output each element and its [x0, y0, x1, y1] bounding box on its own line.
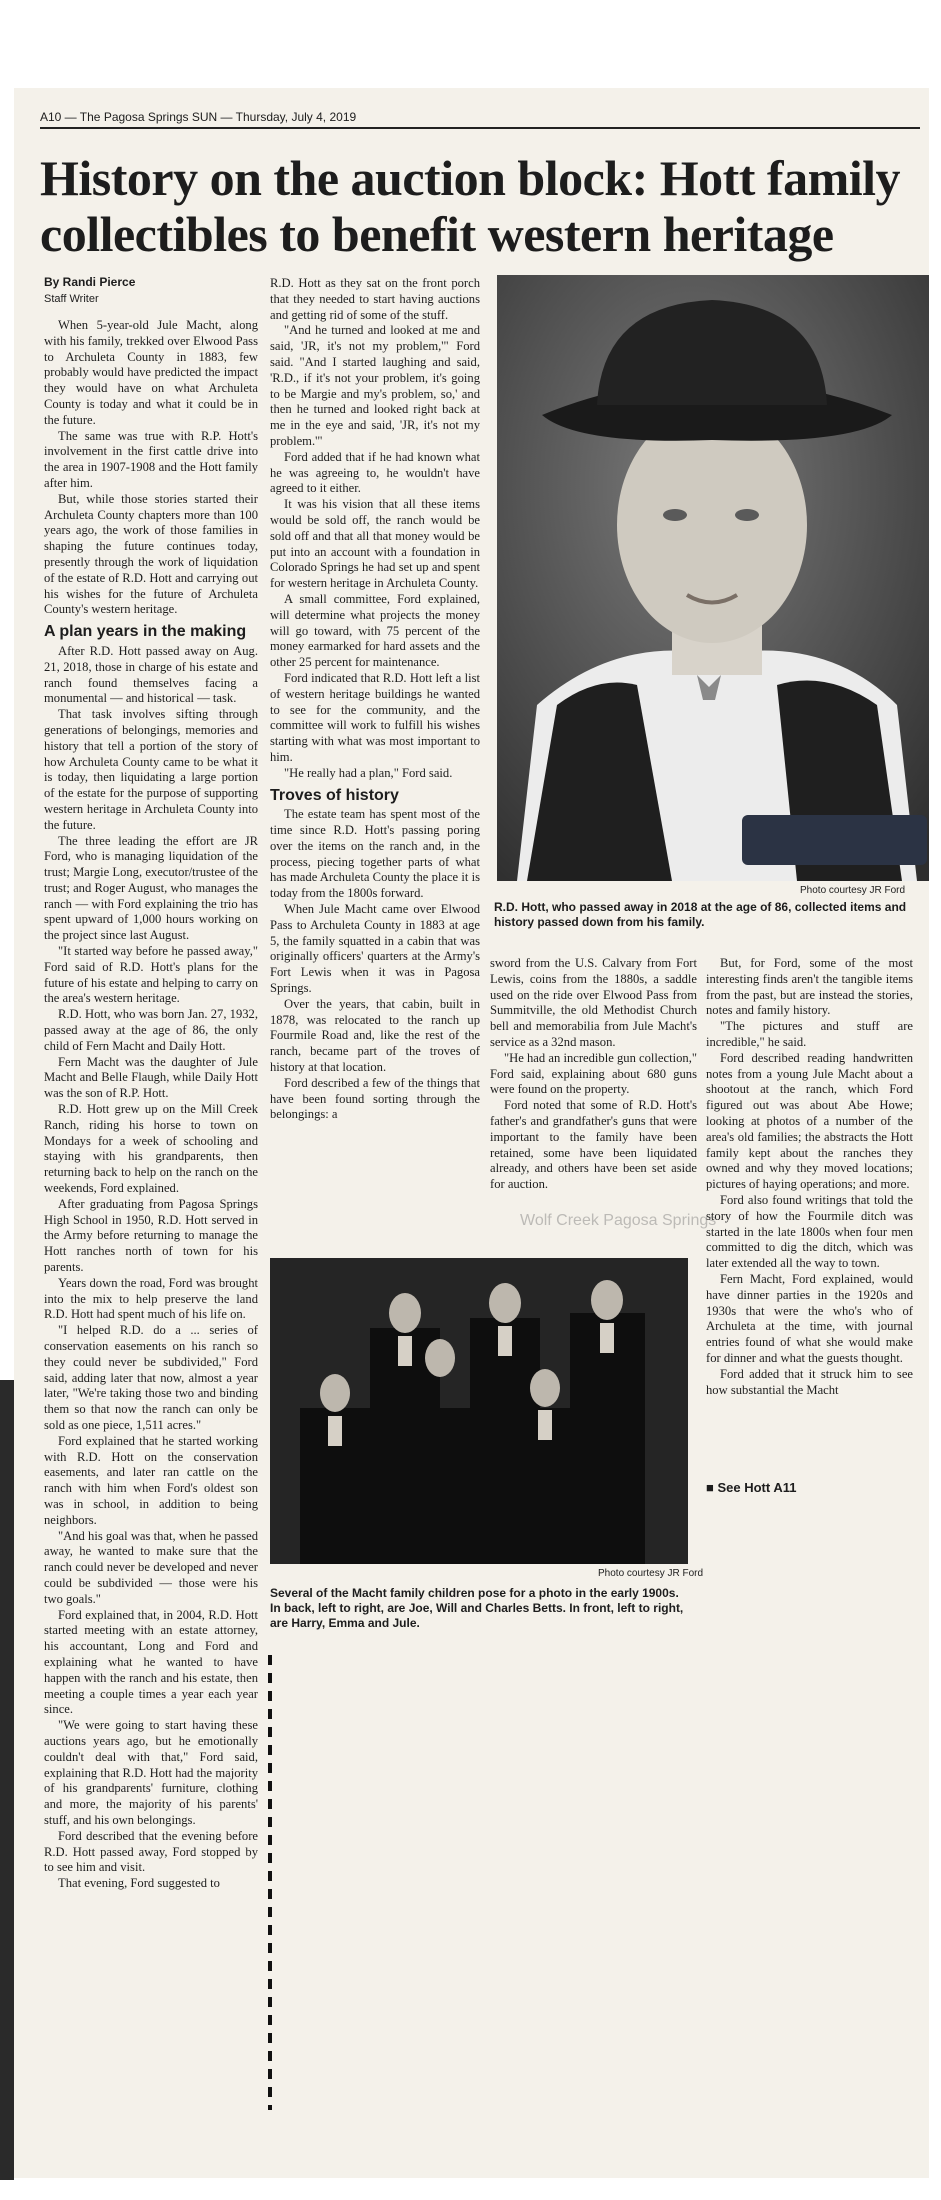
paragraph: Ford described a few of the things that have been found sorting through the belongings: a: [270, 1075, 480, 1122]
paragraph: R.D. Hott as they sat on the front porch that they needed to start having auctions and getting rid of some of the stuff.: [270, 276, 480, 322]
paragraph: That evening, Ford suggested to: [58, 1876, 220, 1891]
folio-rule: [40, 127, 920, 129]
paragraph: But, while those stories started their Archuleta County chapters more than 100 years ago, the work of those families in shaping the future continues today, presently through the work of liquidation of the estate of R.D. Hott and carrying out his wishes for the future of Archuleta County's western heritage.: [44, 491, 258, 617]
photo1-caption: R.D. Hott, who passed away in 2018 at the age of 86, collected items and history passed down from his family.: [494, 900, 907, 929]
paragraph: sword from the U.S. Calvary from Fort Lewis, coins from the 1880s, a saddle used on the ride over Elwood Pass from Summitville, the old Methodist Church bell and memorabilia from Jule Macht's service as a 32nd mason.: [490, 956, 697, 1049]
paragraph: Years down the road, Ford was brought into the mix to help preserve the land R.D. Hott had spent much of his life on.: [44, 1275, 258, 1322]
family-illustration: [270, 1258, 688, 1564]
paragraph: "He had an incredible gun collection," Ford said, explaining about 680 guns were found on the property.: [490, 1050, 697, 1097]
photo2-credit: Photo courtesy JR Ford: [598, 1568, 704, 1579]
paragraph: Ford added that it struck him to see how substantial the Macht: [706, 1366, 913, 1397]
article-column-3: [490, 956, 697, 1246]
paragraph: Ford noted that some of R.D. Hott's father's and grandfather's guns that were important to the family have been retained, some have been liquidated already, and others have been set aside for auction.: [490, 1098, 697, 1192]
paragraph: After graduating from Pagosa Springs High School in 1950, R.D. Hott served in the Army before returning to manage the Hott ranches north of town for his parents.: [44, 1196, 258, 1275]
page-folio: A10 — The Pagosa Springs SUN — Thursday, July 4, 2019: [40, 110, 357, 124]
paragraph: "He really had a plan," Ford said.: [284, 765, 453, 780]
paragraph: When Jule Macht came over Elwood Pass to Archuleta County in 1883 at age 5, the family squatted in a cabin that was originally officers' quarters at the Army's Fort Lewis when it was in Pagosa Springs.: [270, 902, 480, 996]
article-column-4: [706, 956, 913, 1486]
paragraph: After R.D. Hott passed away on Aug. 21, 2018, those in charge of his estate and ranch found themselves facing a monumental — and historical — task.: [44, 643, 258, 706]
paragraph: The estate team has spent most of the time since R.D. Hott's passing poring over the items on the ranch and, in the process, piecing together parts of what has made Archuleta County the place it is today from the 1800s forward.: [270, 807, 480, 901]
paragraph: The three leading the effort are JR Ford, who is managing liquidation of the trust; Margie Long, executor/trustee of the trust; and Roger August, who manages the ranch — with Ford explaining the trio has spent upward of 1,000 hours working on the project since last August.: [44, 833, 258, 943]
portrait-illustration: [497, 275, 929, 881]
photo1-credit: Photo courtesy JR Ford: [800, 885, 906, 896]
paragraph: Over the years, that cabin, built in 1878, was relocated to the ranch up Fourmile Road and, like the rest of the ranch, became part of the troves of history at that location.: [270, 996, 480, 1075]
paragraph: Fern Macht was the daughter of Jule Macht and Belle Flaugh, while Daily Hott was the son of R.P. Hott.: [44, 1054, 258, 1101]
byline: By Randi Pierce: [44, 275, 136, 289]
paragraph: Ford indicated that R.D. Hott left a list of western heritage buildings he wanted to see for the community, and the committee will work to fulfill his wishes starting with what was most important to him.: [270, 670, 480, 764]
paragraph: "I helped R.D. do a ... series of conservation easements on his ranch so they could never be subdivided," Ford said, adding later that now, almost a year later, "We're taking those two and binding them so that now the ranch can only be sold as one piece, 1,511 acres.": [44, 1323, 258, 1432]
paragraph: The same was true with R.P. Hott's involvement in the first cattle drive into the area in 1907-1908 and the Hott family after him.: [44, 428, 258, 490]
paragraph: It was his vision that all these items would be sold off, the ranch would be sold off and that all that money would be put into an account with a foundation in Colorado Springs he had set up and spent for western heritage in Archuleta County.: [270, 497, 480, 591]
article-column-2: [270, 276, 480, 1276]
headline: History on the auction block: Hott family collectibles to benefit western heritage: [40, 150, 901, 262]
byline-role: Staff Writer: [44, 293, 99, 305]
watermark: Wolf Creek Pagosa Springs: [520, 1212, 717, 1229]
page-shadow: [0, 1380, 14, 2180]
paragraph: "The pictures and stuff are incredible," he said.: [706, 1019, 913, 1049]
paragraph: "And he turned and looked at me and said, 'JR, it's not my problem,'" Ford said. "And I started laughing and said, 'R.D., if it's not your problem, it's going to be Margie and my's problem, so,' and then he turned and looked right back at me in the eye and said, 'JR, it's not my problem.'": [270, 323, 480, 448]
paragraph: R.D. Hott grew up on the Mill Creek Ranch, riding his horse to town on Mondays for a week of schooling and staying with his grandparents, then returning back to help on the ranch on the weekends, Ford explained.: [44, 1102, 258, 1196]
subhead-troves: Troves of history: [270, 786, 399, 804]
family-photo: [270, 1258, 688, 1564]
paragraph: "And his goal was that, when he passed away, he wanted to make sure that the ranch could never be developed and never could be subdivided — those were his two goals.": [44, 1528, 258, 1606]
paragraph: Ford added that if he had known what he was agreeing to, he wouldn't have agreed to it either.: [270, 449, 480, 496]
paragraph: But, for Ford, some of the most interesting finds aren't the tangible items from the past, but are instead the stories, notes and family history.: [706, 956, 913, 1018]
paragraph: Ford explained that he started working with R.D. Hott on the conservation easements, and later ran cattle on the ranch with him when Ford's oldest son was in school, in addition to being neighbors.: [44, 1433, 258, 1527]
paragraph: That task involves sifting through generations of belongings, memories and history that tell a portion of the story of how Archuleta County came to be what it is today, then liquidating a large portion of the estate for the purpose of supporting western heritage in Archuleta County into the future.: [44, 707, 258, 832]
paragraph: "It started way before he passed away," Ford said of R.D. Hott's plans for the future of his estate and helping to carry on the area's western heritage.: [44, 944, 258, 1006]
paragraph: Ford described reading handwritten notes from a young Jule Macht about a shootout at the ranch, which Ford figured out was about Abe Howe; looking at photos of a number of the area's old families; the abstracts the Hott family kept about the ranches they owned and why they moved locations; pictures of haying operations; and more.: [706, 1050, 913, 1192]
portrait-photo: [497, 275, 929, 881]
article-column-1: [44, 318, 258, 2158]
paragraph: When 5-year-old Jule Macht, along with his family, trekked over Elwood Pass to Archuleta County in 1883, few probably would have predicted the impact they would have on what Archuleta County is today and what it could be in the future.: [44, 318, 258, 427]
paragraph: Fern Macht, Ford explained, would have dinner parties in the 1920s and 1930s that were the who's who of Archuleta at the time, with journal entries found of what she would make for dinner and what the guests thought.: [706, 1271, 913, 1365]
subhead-plan: A plan years in the making: [44, 623, 247, 641]
jump-line: ■ See Hott A11: [706, 1480, 797, 1495]
paragraph: A small committee, Ford explained, will determine what projects the money will go toward, with 75 percent of the money earmarked for hard assets and the other 25 percent for maintenance.: [270, 591, 480, 670]
photo2-caption: Several of the Macht family children pose for a photo in the early 1900s. In back, left to right, are Joe, Will and Charles Betts. In front, left to right, are Harry, Emma and Jule.: [270, 1586, 684, 1630]
paragraph: Ford also found writings that told the story of how the Fourmile ditch was started in the late 1800s when four men committed to dig the ditch, which was later extended all the way to town.: [706, 1192, 913, 1271]
paragraph: Ford described that the evening before R.D. Hott passed away, Ford stopped by to see him and visit.: [44, 1828, 258, 1875]
paragraph: "We were going to start having these auctions years ago, but he emotionally couldn't deal with that," Ford said, explaining that R.D. Hott had the majority of his grandparents' furniture, clothing and more, the majority of his parents' stuff, and his own belongings.: [44, 1718, 258, 1827]
scissor-cut-line: [268, 1655, 272, 2110]
paragraph: R.D. Hott, who was born Jan. 27, 1932, passed away at the age of 86, the only child of Fern Macht and Daily Hott.: [44, 1007, 258, 1053]
paragraph: Ford explained that, in 2004, R.D. Hott started meeting with an estate attorney, his accountant, Long and Ford and explaining what he wanted to have happen with the ranch and his estate, then meeting a couple times a year each year since.: [44, 1607, 258, 1717]
